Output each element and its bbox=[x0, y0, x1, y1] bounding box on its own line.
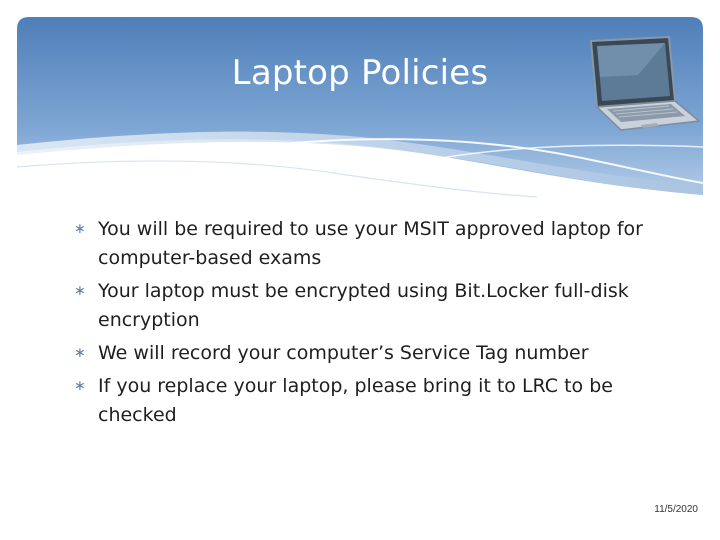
bullet-item bbox=[74, 372, 664, 430]
bullet-text: We will record your computer’s Service Tag number bbox=[98, 342, 589, 364]
bullet-item bbox=[74, 339, 664, 368]
laptop-icon bbox=[583, 35, 703, 139]
bullet-text: You will be required to use your MSIT approved laptop for computer-based exams bbox=[98, 218, 643, 269]
bullet-text: Your laptop must be encrypted using Bit.Locker full-disk encryption bbox=[98, 280, 629, 331]
slide-title: Laptop Policies bbox=[231, 53, 489, 93]
bullet-text: If you replace your laptop, please bring it to LRC to be checked bbox=[98, 375, 613, 426]
bullet-item bbox=[74, 215, 664, 273]
bullet-marker: ∗ bbox=[74, 345, 86, 361]
bullet-list bbox=[74, 215, 664, 434]
bullet-marker: ∗ bbox=[74, 378, 86, 394]
slide-date: 11/5/2020 bbox=[654, 504, 698, 515]
bullet-marker: ∗ bbox=[74, 283, 86, 299]
bullet-item bbox=[74, 277, 664, 335]
bullet-marker: ∗ bbox=[74, 221, 86, 237]
